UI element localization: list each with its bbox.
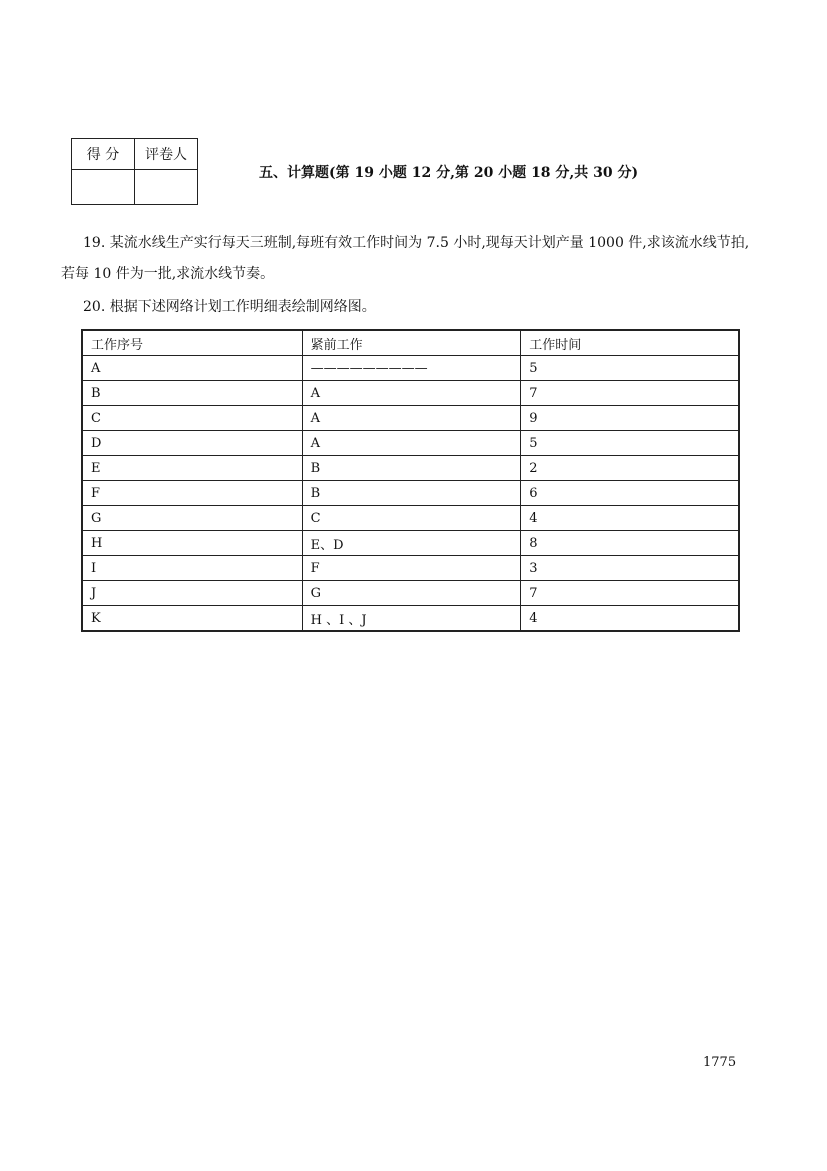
task-id-cell: H (82, 531, 302, 556)
task-id-cell: G (82, 506, 302, 531)
predecessor-cell: A (302, 406, 521, 431)
column-header: 工作序号 (82, 330, 302, 356)
table-row (82, 606, 739, 632)
table-row (82, 456, 739, 481)
duration-cell: 9 (521, 406, 739, 431)
predecessor-cell: B (302, 456, 521, 481)
predecessor-cell: F (302, 556, 521, 581)
duration-cell: 7 (521, 581, 739, 606)
task-id-cell: D (82, 431, 302, 456)
column-header: 工作时间 (521, 330, 739, 356)
predecessor-cell: C (302, 506, 521, 531)
table-row (82, 556, 739, 581)
table-row (82, 356, 739, 381)
duration-cell: 8 (521, 531, 739, 556)
predecessor-cell: B (302, 481, 521, 506)
question-20: 20. 根据下述网络计划工作明细表绘制网络图。 (83, 299, 376, 315)
task-id-cell: F (82, 481, 302, 506)
predecessor-cell: G (302, 581, 521, 606)
task-id-cell: I (82, 556, 302, 581)
duration-cell: 5 (521, 431, 739, 456)
duration-cell: 2 (521, 456, 739, 481)
table-row (82, 481, 739, 506)
predecessor-cell: H 、I 、J (302, 606, 521, 632)
duration-cell: 4 (521, 506, 739, 531)
predecessor-cell: E、D (302, 531, 521, 556)
table-row (82, 581, 739, 606)
score-box (71, 138, 198, 205)
task-id-cell: J (82, 581, 302, 606)
table-row (82, 531, 739, 556)
duration-cell: 3 (521, 556, 739, 581)
predecessor-cell: A (302, 381, 521, 406)
grader-label: 评卷人 (135, 139, 198, 170)
table-row (82, 506, 739, 531)
task-id-cell: B (82, 381, 302, 406)
task-id-cell: A (82, 356, 302, 381)
duration-cell: 7 (521, 381, 739, 406)
task-id-cell: K (82, 606, 302, 632)
duration-cell: 6 (521, 481, 739, 506)
score-label: 得 分 (72, 139, 135, 170)
predecessor-cell: ————————— (302, 356, 521, 381)
table-row (82, 406, 739, 431)
column-header: 紧前工作 (302, 330, 521, 356)
grader-field (135, 170, 198, 205)
duration-cell: 4 (521, 606, 739, 632)
question-19: 19. 某流水线生产实行每天三班制,每班有效工作时间为 7.5 小时,现每天计划产量 1000 件,求该流水线节拍,若每 10 件为一批,求流水线节奏。 (61, 235, 750, 282)
table-row (82, 431, 739, 456)
table-row (82, 381, 739, 406)
section-title: 五、计算题(第 19 小题 12 分,第 20 小题 18 分,共 30 分) (259, 165, 639, 181)
table-header-row (82, 330, 739, 356)
duration-cell: 5 (521, 356, 739, 381)
page-number: 1775 (703, 1055, 737, 1070)
task-id-cell: C (82, 406, 302, 431)
predecessor-cell: A (302, 431, 521, 456)
task-id-cell: E (82, 456, 302, 481)
score-field (72, 170, 135, 205)
work-detail-table (81, 329, 740, 632)
